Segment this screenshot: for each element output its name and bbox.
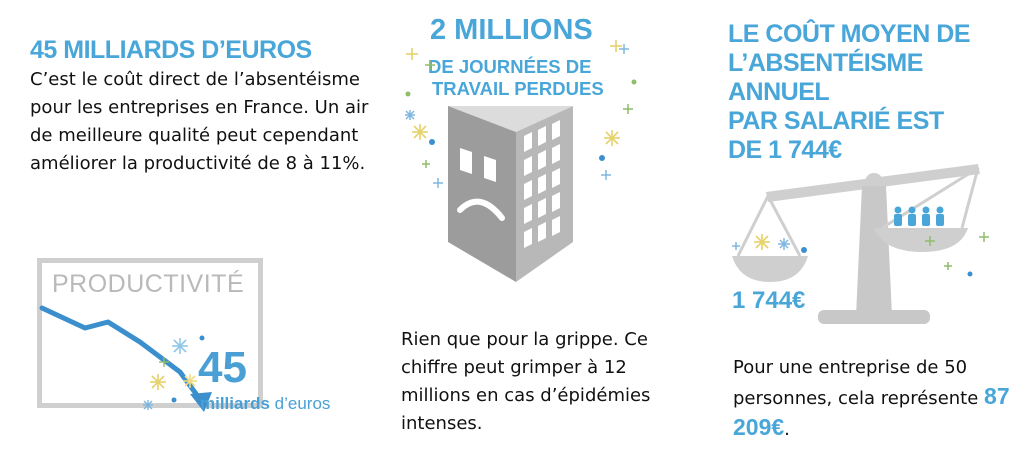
col3-total: 87 209€	[733, 383, 1010, 440]
productivity-unit	[200, 394, 330, 414]
decline-line	[42, 308, 202, 402]
scale-pillar	[856, 186, 892, 316]
sad-building-graphic	[398, 30, 648, 290]
flake-icon	[150, 374, 166, 390]
col3-total-suffix: .	[784, 419, 790, 440]
building-eye-right	[484, 156, 496, 182]
col2-body: Rien que pour la grippe. Ce chiffre peut grimper à 12 millions en cas d’épidémies intenses.	[401, 329, 651, 434]
scale-pan-left	[732, 256, 808, 282]
scale-base	[818, 310, 930, 324]
germ-icon	[172, 338, 188, 354]
col3-title-line: PAR SALARIÉ EST	[728, 107, 944, 135]
col3-title-line: DE 1 744€	[728, 136, 842, 164]
dot-icon	[172, 398, 177, 403]
dot-icon	[200, 336, 205, 341]
productivity-label: PRODUCTIVITÉ	[52, 270, 245, 298]
flake-icon	[183, 374, 197, 388]
germ-icon	[143, 400, 153, 410]
flake-icon	[754, 234, 770, 250]
dot-icon	[406, 92, 411, 97]
col2-headline: 2 MILLIONS	[430, 14, 593, 46]
col3-title	[728, 20, 988, 165]
dot-icon	[429, 139, 435, 145]
productivity-unit-rest: d’euros	[269, 394, 331, 413]
col3-title-line: L’ABSENTÉISME ANNUEL	[728, 49, 923, 106]
people-icon	[894, 207, 944, 227]
productivity-unit-bold: milliards	[200, 394, 270, 413]
col2-subtitle-1: DE JOURNÉES DE	[428, 56, 592, 77]
col3-title-line: LE COÛT MOYEN DE	[728, 20, 971, 48]
dot-icon	[632, 80, 637, 85]
dot-icon	[599, 155, 605, 161]
dot-icon	[801, 247, 807, 253]
col1-body: C’est le coût direct de l’absentéisme pour les entreprises en France. Un air de meilleure qualité peut cependant améliorer la productivité de 8 à 11%.	[30, 69, 369, 174]
col1-title: 45 MILLIARDS D’EUROS	[30, 36, 312, 64]
building-eye-left	[460, 148, 472, 174]
productivity-value: 45	[198, 343, 247, 392]
col2-subtitle-2: TRAVAIL PERDUES	[432, 78, 604, 99]
building-left-face	[448, 106, 516, 282]
col3-amount: 1 744€	[732, 287, 806, 314]
col3-body-text: Pour une entreprise de 50 personnes, cela représente	[733, 357, 979, 409]
dot-icon	[968, 272, 973, 277]
col3-body	[733, 354, 1023, 444]
